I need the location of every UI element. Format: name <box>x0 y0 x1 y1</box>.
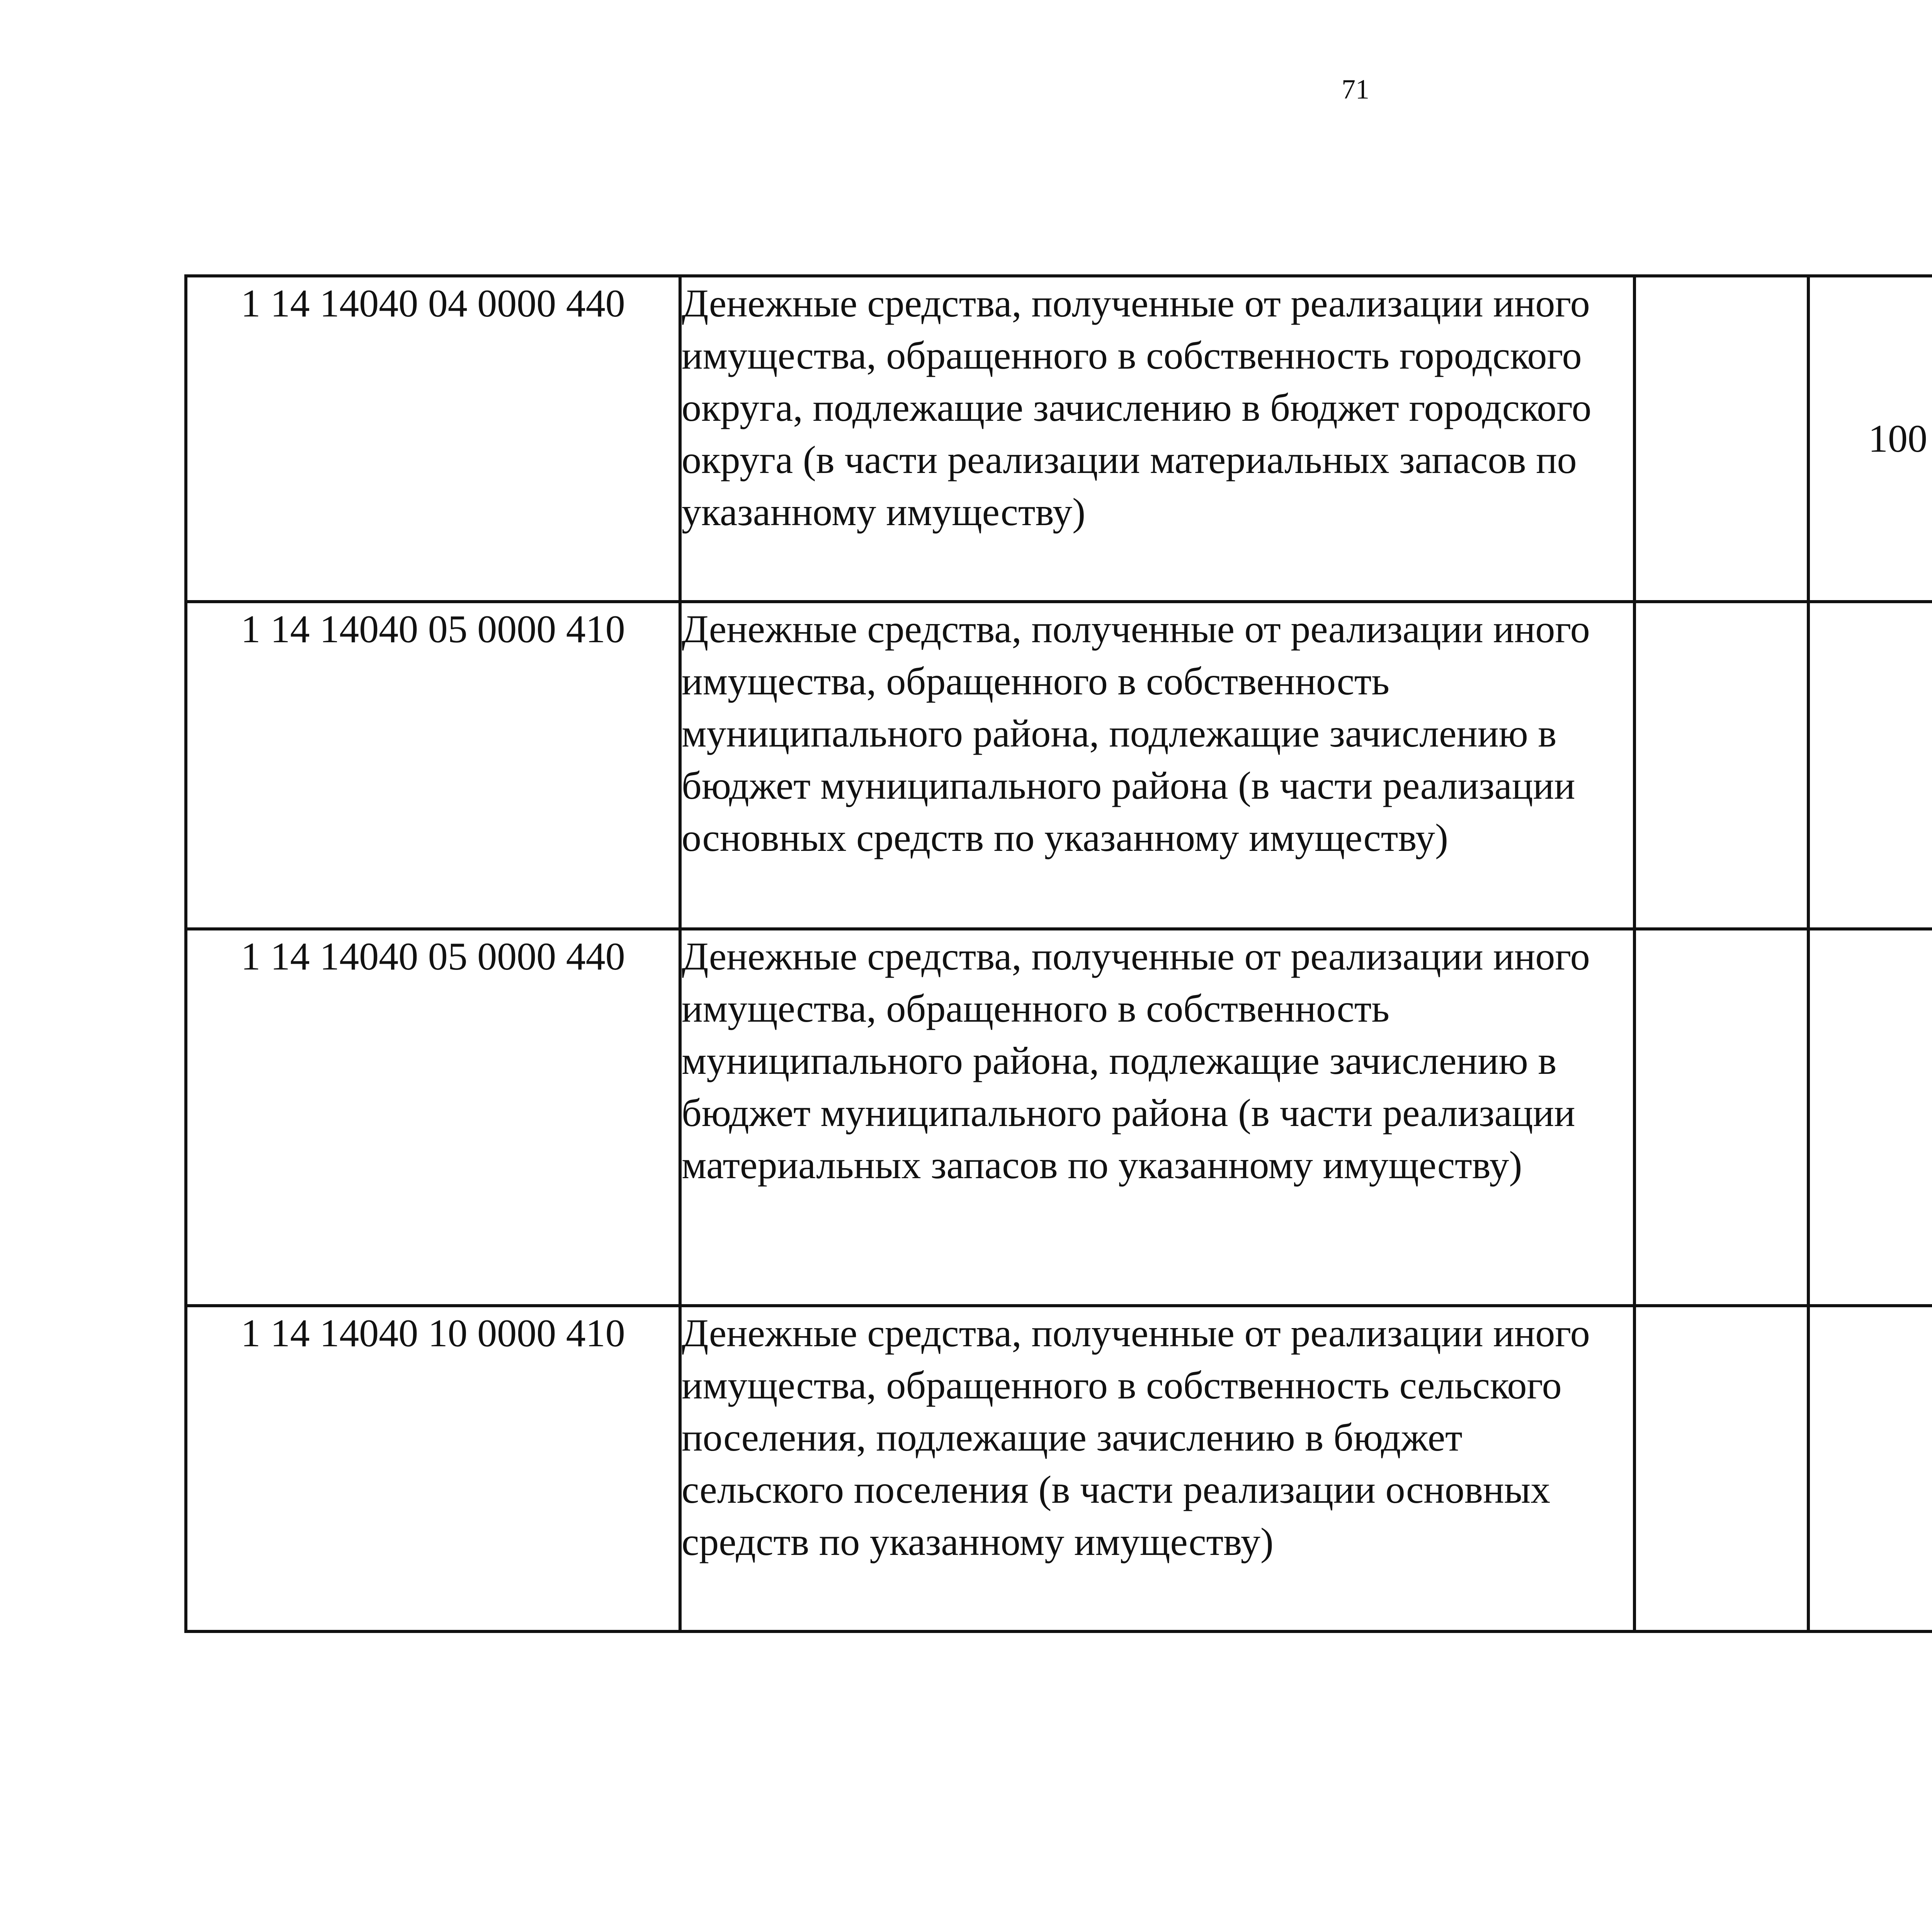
table-row <box>186 276 1932 602</box>
revenue-description-cell: Денежные средства, полученные от реализации иного имущества, обращенного в собственность муниципального района, подлежащие зачислению в бюджет муниципального района (в части реализации материальных запасов по указанному имуществу) <box>680 929 1634 1306</box>
table-row <box>186 929 1932 1306</box>
page-number: 71 <box>1342 74 1369 105</box>
value-cell <box>1808 602 1932 929</box>
value-cell: 100 <box>1808 276 1932 602</box>
value-cell <box>1808 929 1932 1306</box>
revenue-description-cell: Денежные средства, полученные от реализации иного имущества, обращенного в собственность сельского поселения, подлежащие зачислению в бюджет сельского поселения (в части реализации основных средств по указанному имуществу) <box>680 1306 1634 1631</box>
revenue-description-cell: Денежные средства, полученные от реализации иного имущества, обращенного в собственность муниципального района, подлежащие зачислению в бюджет муниципального района (в части реализации основных средств по указанному имуществу) <box>680 602 1634 929</box>
revenue-code-cell: 1 14 14040 05 0000 440 <box>186 929 680 1306</box>
value-cell <box>1634 929 1808 1306</box>
value-cell <box>1634 1306 1808 1631</box>
value-cell <box>1634 276 1808 602</box>
revenue-description-cell: Денежные средства, полученные от реализации иного имущества, обращенного в собственность городского округа, подлежащие зачислению в бюджет городского округа (в части реализации материальных запасов по указанному имуществу) <box>680 276 1634 602</box>
revenue-code-cell: 1 14 14040 04 0000 440 <box>186 276 680 602</box>
revenue-code-cell: 1 14 14040 05 0000 410 <box>186 602 680 929</box>
revenue-code-cell: 1 14 14040 10 0000 410 <box>186 1306 680 1631</box>
value-cell <box>1634 602 1808 929</box>
value-cell <box>1808 1306 1932 1631</box>
table-row <box>186 602 1932 929</box>
revenue-distribution-table <box>184 274 1932 1633</box>
table-row <box>186 1306 1932 1631</box>
